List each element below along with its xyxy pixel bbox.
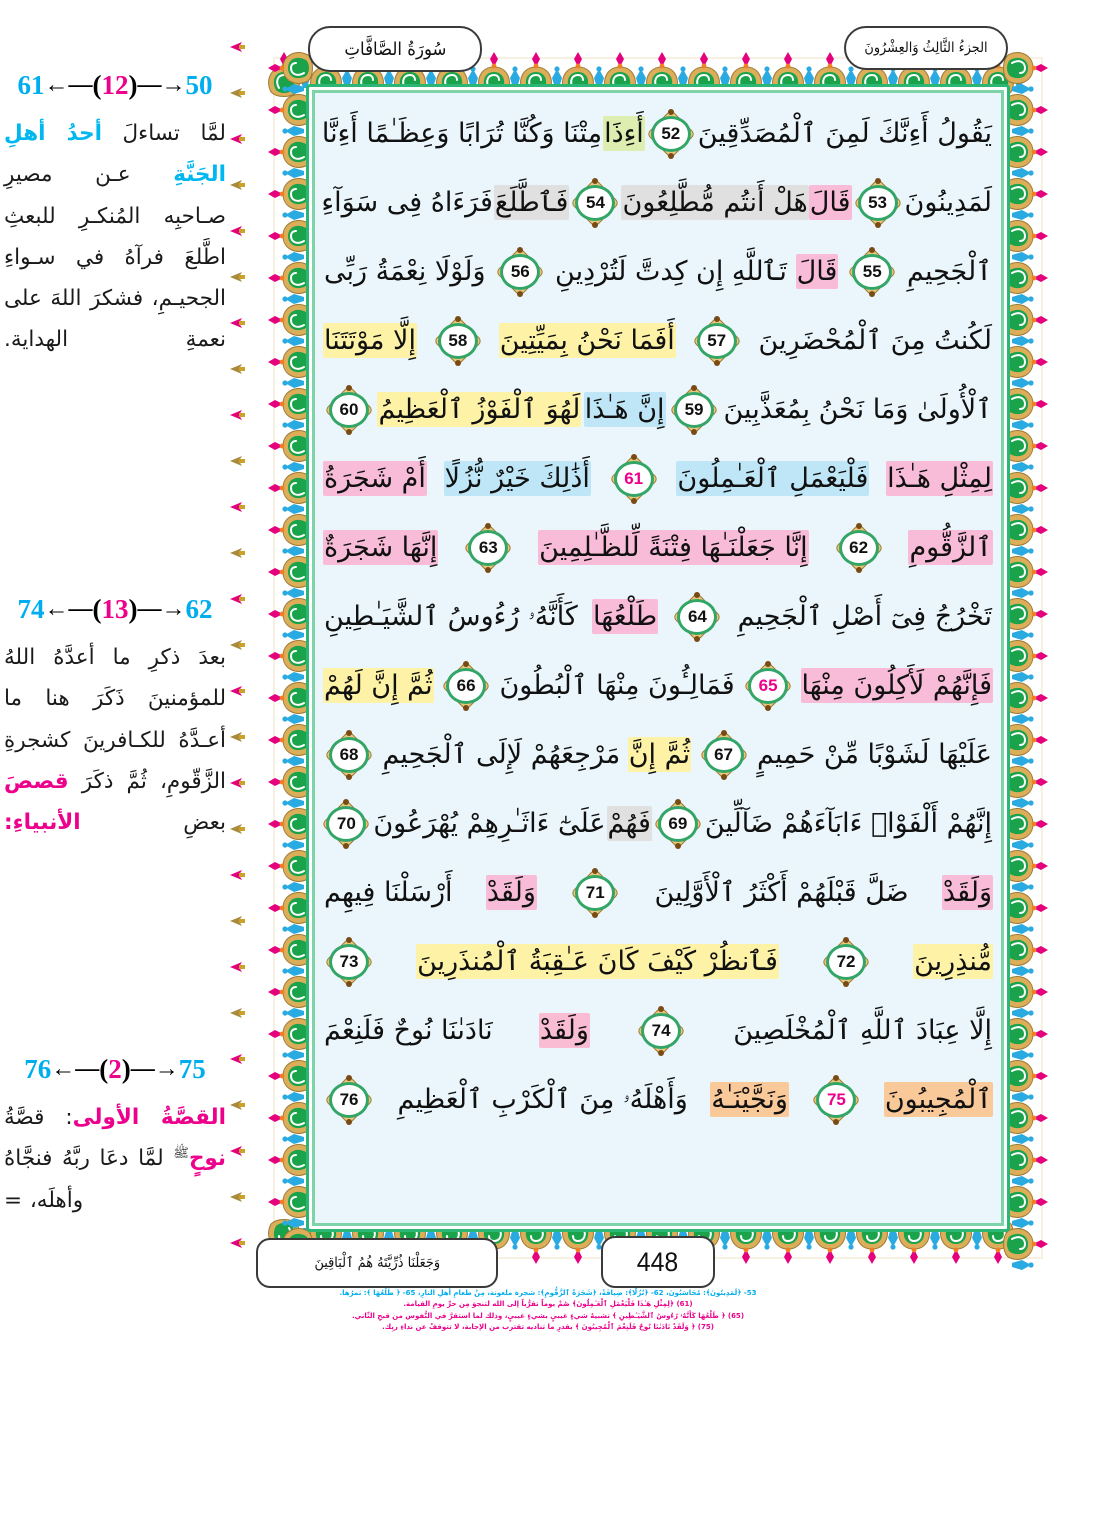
ayah-pip-top-icon	[843, 937, 849, 943]
ayah-pip-top-icon	[346, 385, 352, 391]
ayah-ring-icon	[329, 1082, 369, 1118]
quran-text-segment: نَادَىٰنَا نُوحٌ فَلَنِعْمَ	[324, 1014, 493, 1046]
note-verse-range-3: 76←—(2)—→75	[24, 1054, 206, 1084]
ayah-number: 69	[668, 814, 688, 833]
ayah-ring-icon	[852, 254, 892, 290]
footnote-1: 53- ﴿لَمَدِينُونَ﴾: مُحَاسَبُونَ، 62- ﴿نُزُلًا﴾: ضِيافَةً، ﴿شَجَرَةُ ٱلزَّقُّومِ﴾: شجرة ملعونة، مِنْ طعامِ أهلِ النارِ، 65- ﴿ طَلْعُهَا ﴾: ثمرُها.	[339, 1289, 757, 1297]
ayah-pip-top-icon	[833, 1075, 839, 1081]
ayah-pip-bottom-icon	[346, 774, 352, 780]
quran-text-segment: كَأَنَّهُۥ رُءُوسُ ٱلشَّيَـٰطِينِ	[324, 600, 578, 632]
range-count: 13	[101, 594, 129, 624]
ayah-pip-bottom-icon	[463, 705, 469, 711]
quran-text-segment: لِمِثْلِ هَـٰذَا	[886, 461, 993, 496]
note-segment: عـن مصيرِ صـاحبِه المُنكـرِ للبعثِ اطَّلعَ فرآهُ في سـواءِ الجحيـمِ، فشكرَ اللهَ على نعمةِ الهداية.	[4, 162, 226, 353]
ayah-number: 73	[339, 952, 359, 971]
range-right: 75	[178, 1054, 206, 1084]
quran-text-segment: عَلَىٰٓ ءَاثَـٰرِهِمْ يُهْرَعُونَ	[373, 807, 606, 839]
ayah-marker-59[interactable]	[671, 383, 717, 437]
ayah-number: 71	[585, 883, 605, 902]
quran-text-segment: عَلَيْهَا لَشَوْبًا مِّنْ حَمِيمٍ	[756, 738, 992, 770]
quran-text-segment: وَلَوْلَا نِعْمَةُ رَبِّى	[324, 255, 486, 287]
note-segment: القصَّةُ الأولى	[72, 1105, 226, 1130]
tafsir-sidebar	[0, 0, 242, 1280]
note-segment: لمَّا تساءلَ	[101, 121, 226, 146]
ayah-ring-icon	[329, 944, 369, 980]
ayah-ring-icon	[614, 461, 654, 497]
ayah-ring-icon	[468, 530, 508, 566]
juz-name-cartouche	[844, 26, 1008, 70]
juz-name-text: الجزءُ الثَّالِثُ وَالعِشْرُونَ	[864, 40, 988, 56]
range-right: 50	[185, 70, 213, 100]
ayah-marker-68[interactable]	[326, 728, 372, 782]
ayah-pip-top-icon	[691, 385, 697, 391]
ayah-marker-73[interactable]	[326, 935, 372, 989]
ayah-marker-55[interactable]	[849, 245, 895, 299]
quran-text-segment: ٱلْأُولَىٰ وَمَا نَحْنُ بِمُعَذَّبِينَ	[723, 393, 992, 425]
ayah-pip-top-icon	[668, 109, 674, 115]
surah-name-text: سُورَةُ الصَّافَّاتِ	[344, 38, 446, 60]
quran-text-segment: إِلَّا عِبَادَ ٱللَّهِ ٱلْمُخْلَصِينَ	[733, 1014, 992, 1046]
ayah-ring-icon	[826, 944, 866, 980]
ayah-pip-top-icon	[869, 247, 875, 253]
quran-text-segment: أَمْ شَجَرَةُ	[323, 461, 427, 496]
ayah-pip-bottom-icon	[843, 981, 849, 987]
ayah-pip-top-icon	[517, 247, 523, 253]
quran-line	[323, 99, 993, 168]
ayah-pip-top-icon	[346, 937, 352, 943]
ayah-marker-57[interactable]	[694, 314, 740, 368]
tafsir-note-1	[0, 72, 232, 361]
left-arrow-icon: ←—	[44, 72, 93, 98]
ayah-pip-top-icon	[346, 1075, 352, 1081]
ayah-marker-62[interactable]	[836, 521, 882, 575]
note-verse-range-1: 61←—(12)—→50	[17, 70, 213, 100]
ayah-number: 75	[826, 1090, 846, 1109]
ayah-pip-top-icon	[485, 523, 491, 529]
ayah-number: 65	[758, 676, 778, 695]
quran-text-segment: قَالَ	[809, 185, 852, 220]
ayah-pip-bottom-icon	[485, 567, 491, 573]
ayah-marker-75[interactable]	[813, 1073, 859, 1127]
ayah-ring-icon	[575, 185, 615, 221]
note-segment: بعضِ	[80, 810, 226, 836]
quran-line	[323, 306, 993, 375]
quran-text-segment: لَكُنتُ مِنَ ٱلْمُحْضَرِينَ	[758, 324, 992, 356]
ayah-pip-bottom-icon	[714, 360, 720, 366]
ayah-marker-71[interactable]	[572, 866, 618, 920]
quran-line	[323, 444, 993, 513]
quran-text-segment: فَلْيَعْمَلِ ٱلْعَـٰمِلُونَ	[676, 461, 869, 496]
quran-text-segment: ٱلزَّقُّومِ	[908, 530, 993, 565]
ayah-pip-top-icon	[592, 178, 598, 184]
ayah-number: 70	[336, 814, 356, 833]
quran-line	[323, 237, 993, 306]
ayah-ring-icon	[438, 323, 478, 359]
note-body-1	[4, 113, 226, 361]
ayah-ring-icon	[748, 668, 788, 704]
ayah-marker-70[interactable]	[323, 797, 369, 851]
ayah-pip-top-icon	[346, 730, 352, 736]
ayah-number: 67	[714, 745, 733, 764]
ayah-pip-bottom-icon	[869, 291, 875, 297]
quran-text-segment: هَلْ أَنتُم مُّطَّلِعُونَ	[621, 185, 808, 220]
quran-text-segment: وَلَقَدْ	[486, 875, 537, 910]
range-count: 12	[101, 70, 129, 100]
quran-text-segment: أَفَمَا نَحْنُ بِمَيِّتِينَ	[499, 323, 676, 358]
quran-text-segment: إِنَّ هَـٰذَا	[584, 392, 666, 427]
quran-text-panel	[306, 84, 1010, 1232]
note-segment: الأنبياءِ:	[4, 810, 81, 836]
ayah-number: 56	[510, 262, 530, 281]
ayah-marker-74[interactable]	[638, 1004, 684, 1058]
ayah-ring-icon	[858, 185, 898, 221]
quran-text-segment: ضَلَّ قَبْلَهُمْ أَكْثَرُ ٱلْأَوَّلِينَ	[654, 876, 909, 908]
ayah-marker-54[interactable]	[572, 176, 618, 230]
quran-text-segment: فَمَالِـُٔونَ مِنْهَا ٱلْبُطُونَ	[499, 669, 735, 701]
ayah-marker-52[interactable]	[648, 107, 694, 161]
ayah-number: 68	[339, 745, 359, 764]
ayah-ring-icon	[329, 737, 369, 773]
quran-line	[323, 789, 993, 858]
quran-text-segment: مَرْجِعَهُمْ لَإِلَى ٱلْجَحِيمِ	[382, 738, 621, 770]
ayah-ring-icon	[329, 392, 369, 428]
quran-line	[323, 168, 993, 237]
quran-text-segment: أَءِذَا	[603, 116, 645, 151]
tafsir-note-3	[0, 1056, 232, 1221]
range-count: 2	[108, 1054, 122, 1084]
ayah-marker-60[interactable]	[326, 383, 372, 437]
quran-text-segment: وَلَقَدْ	[539, 1013, 590, 1048]
quran-line	[323, 996, 993, 1065]
ayah-ring-icon	[446, 668, 486, 704]
ayah-marker-65[interactable]	[745, 659, 791, 713]
ayah-pip-bottom-icon	[765, 705, 771, 711]
quran-text-segment: طَلْعُهَا	[592, 599, 658, 634]
ayah-pip-top-icon	[463, 661, 469, 667]
quran-text-segment: تَخْرُجُ فِىٓ أَصْلِ ٱلْجَحِيمِ	[737, 600, 992, 632]
ayah-number: 62	[849, 538, 869, 557]
ayah-pip-bottom-icon	[631, 498, 637, 504]
ayah-pip-bottom-icon	[517, 291, 523, 297]
range-left: 61	[17, 70, 45, 100]
ayah-ring-icon	[674, 392, 714, 428]
quran-text-segment: أَرْسَلْنَا فِيهِم	[324, 876, 453, 908]
quran-text-segment: فَإِنَّهُمْ لَأَكِلُونَ مِنْهَا	[801, 668, 993, 703]
ayah-ring-icon	[641, 1013, 681, 1049]
ayah-ring-icon	[816, 1082, 856, 1118]
ayah-pip-bottom-icon	[691, 429, 697, 435]
quran-line	[323, 651, 993, 720]
ayah-pip-top-icon	[592, 868, 598, 874]
ayah-pip-bottom-icon	[694, 636, 700, 642]
ayah-pip-top-icon	[875, 178, 881, 184]
note-segment: بعدَ ذكرِ ما أعدَّهُ اللهُ للمؤمنينَ ذَكَرَ هنا ما أعـدَّهُ للكـافرينَ كشجرةِ الزَّقّومِ، ثُمَّ ذكَرَ	[4, 645, 226, 794]
ayah-pip-bottom-icon	[346, 429, 352, 435]
quran-text-segment: لَهُوَ ٱلْفَوْزُ ٱلْعَظِيمُ	[377, 392, 581, 427]
ayah-number: 74	[651, 1021, 671, 1040]
ayah-marker-61[interactable]	[611, 452, 657, 506]
quran-text-segment: تَٱللَّهِ إِن كِدتَّ لَتُرْدِينِ	[555, 255, 787, 287]
range-left: 76	[24, 1054, 52, 1084]
surah-name-cartouche	[308, 26, 482, 72]
ayah-marker-69[interactable]	[655, 797, 701, 851]
quran-line	[323, 375, 993, 444]
ayah-marker-67[interactable]	[701, 728, 747, 782]
ayah-marker-56[interactable]	[497, 245, 543, 299]
quran-text-segment: فَٱطَّلَعَ	[494, 185, 570, 220]
ayah-pip-top-icon	[675, 799, 681, 805]
ayah-marker-63[interactable]	[465, 521, 511, 575]
ayah-ring-icon	[839, 530, 879, 566]
ayah-pip-top-icon	[856, 523, 862, 529]
quran-text-segment: إِنَّا جَعَلْنَـٰهَا فِتْنَةً لِّلظَّـٰلِمِينَ	[538, 530, 809, 565]
ayah-ring-icon	[651, 116, 691, 152]
quran-text-segment: إِنَّهَا شَجَرَةٌ	[323, 530, 438, 565]
ayah-ring-icon	[326, 806, 366, 842]
ayah-number: 76	[339, 1090, 359, 1109]
ayah-ring-icon	[575, 875, 615, 911]
quran-text-segment: وَأَهْلَهُۥ مِنَ ٱلْكَرْبِ ٱلْعَظِيمِ	[397, 1083, 688, 1115]
quran-line	[323, 582, 993, 651]
quran-text-segment: وَنَجَّيْنَـٰهُ	[710, 1082, 789, 1117]
ayah-pip-top-icon	[631, 454, 637, 460]
note-body-2	[4, 637, 226, 843]
quran-text-segment: مِتْنَا وَكُنَّا تُرَابًا وَعِظَـٰمًا أَءِنَّا	[321, 117, 603, 149]
catchword-cartouche	[256, 1238, 498, 1288]
quran-text-segment: يَقُولُ أَءِنَّكَ لَمِنَ ٱلْمُصَدِّقِينَ	[697, 117, 992, 149]
quran-text-segment: إِلَّا مَوْتَتَنَا	[323, 323, 417, 358]
range-right: 62	[185, 594, 213, 624]
footnotes-section	[0, 1288, 1096, 1333]
ayah-number: 52	[661, 124, 681, 143]
ayah-number: 72	[836, 952, 856, 971]
footnote-3: (65) ﴿ طَلْعُهَا كَأَنَّهُۥ رُءُوسُ ٱلشَّيَـٰطِينِ ﴾ تشبيهُ شيءٍ غيبيٍ بشيءٍ غيبيٍ، وذلك لما استقرَّ في النُّفوس من قبحِ الثّاني.	[351, 1311, 745, 1320]
quran-text-segment: فَهُمْ	[607, 806, 652, 841]
note-verse-range-2: 74←—(13)—→62	[17, 594, 213, 624]
note-segment: لمَّا دعَا ربَّهُ فنجَّاهُ وأهلَه، =	[4, 1146, 174, 1213]
quran-text-segment: ثُمَّ إِنَّ لَهُمْ	[323, 668, 434, 703]
quran-text-segment: ٱلْجَحِيمِ	[906, 255, 992, 287]
ayah-pip-bottom-icon	[856, 567, 862, 573]
footnote-4: (75) ﴿ وَلَقَدْ نَادَىٰنَا نُوحٌ فَلَنِعْمَ ٱلْمُجِيبُونَ ﴾ بقدرِ ما تناديه تقترب من الإجابة، لا تتوقفْ عن نداءِ ربِك.	[382, 1322, 714, 1331]
quran-text-segment: وَلَقَدْ	[942, 875, 993, 910]
page-number-text: 448	[637, 1246, 679, 1277]
ayah-number: 57	[707, 331, 727, 350]
ayah-pip-top-icon	[714, 316, 720, 322]
ayah-ring-icon	[697, 323, 737, 359]
ayah-marker-66[interactable]	[443, 659, 489, 713]
ayah-pip-bottom-icon	[346, 1119, 352, 1125]
ayah-pip-top-icon	[658, 1006, 664, 1012]
quran-text-segment: فَٱنظُرْ كَيْفَ كَانَ عَـٰقِبَةُ ٱلْمُنذَرِينَ	[416, 944, 779, 979]
ayah-pip-bottom-icon	[346, 981, 352, 987]
left-arrow-icon: ←—	[51, 1056, 100, 1082]
ayah-number: 61	[624, 469, 644, 488]
ayah-pip-bottom-icon	[675, 843, 681, 849]
ayah-pip-bottom-icon	[592, 222, 598, 228]
ayah-pip-bottom-icon	[668, 153, 674, 159]
ayah-pip-top-icon	[694, 592, 700, 598]
ayah-pip-bottom-icon	[592, 912, 598, 918]
ayah-number: 58	[448, 331, 468, 350]
ayah-number: 53	[868, 193, 888, 212]
note-segment: أحدُ أهلِ الجَنَّةِ	[4, 121, 226, 188]
ayah-pip-top-icon	[721, 730, 727, 736]
ayah-number: 60	[339, 400, 359, 419]
quran-line	[323, 720, 993, 789]
ayah-marker-58[interactable]	[435, 314, 481, 368]
quran-line	[323, 927, 993, 996]
ayah-ring-icon	[658, 806, 698, 842]
ayah-pip-bottom-icon	[875, 222, 881, 228]
page-number-cartouche	[601, 1236, 715, 1288]
ayah-marker-64[interactable]	[674, 590, 720, 644]
ayah-number: 66	[456, 676, 476, 695]
ayah-number: 63	[478, 538, 498, 557]
sidebar-ornament-chain	[228, 40, 246, 1280]
catchword-text: وَجَعَلْنَا ذُرِّيَّتَهُ هُمُ ٱلْبَاقِينَ	[314, 1255, 440, 1271]
ayah-pip-top-icon	[765, 661, 771, 667]
footnote-2: (61) ﴿لِمِثْلِ هَـٰذَا فَلْيَعْمَلِ ٱلْعَـٰمِلُونَ﴾ صُمْ يوماً تقرُّباً إلى الله لتنجوَ مِن حرِّ يومِ القيامة.	[403, 1300, 693, 1309]
ayah-pip-bottom-icon	[455, 360, 461, 366]
note-segment: نوحٍ	[188, 1146, 226, 1172]
quran-line	[323, 1065, 993, 1134]
range-left: 74	[17, 594, 45, 624]
ayah-marker-76[interactable]	[326, 1073, 372, 1127]
ornamental-page-frame	[248, 32, 1068, 1284]
quran-text-segment: لَمَدِينُونَ	[904, 186, 992, 218]
ayah-pip-bottom-icon	[721, 774, 727, 780]
ayah-ring-icon	[677, 599, 717, 635]
left-arrow-icon: ←—	[44, 596, 93, 622]
right-arrow-icon: —→	[137, 596, 186, 622]
ayah-number: 55	[862, 262, 882, 281]
note-segment: قصصَ	[4, 768, 69, 794]
quran-line	[323, 513, 993, 582]
note-segment: : قصَّةُ	[4, 1105, 73, 1130]
tafsir-note-2	[0, 596, 232, 843]
note-body-3	[4, 1097, 226, 1221]
ayah-pip-bottom-icon	[658, 1050, 664, 1056]
ayah-number: 59	[684, 400, 704, 419]
note-segment: ﷺ	[173, 1146, 189, 1162]
quran-text-segment: مُّنذِرِينَ	[913, 944, 993, 979]
quran-text-segment: ٱلْمُجِيبُونَ	[884, 1082, 993, 1117]
ayah-marker-72[interactable]	[823, 935, 869, 989]
ayah-number: 54	[585, 193, 605, 212]
right-arrow-icon: —→	[130, 1056, 179, 1082]
quran-text-segment: ثُمَّ إِنَّ	[628, 737, 691, 772]
ayah-pip-bottom-icon	[833, 1119, 839, 1125]
ayah-marker-53[interactable]	[855, 176, 901, 230]
quran-lines-container	[309, 87, 1007, 1229]
ayah-number: 64	[687, 607, 707, 626]
quran-text-segment: فَرَءَاهُ فِى سَوَآءِ	[321, 186, 493, 218]
quran-text-segment: إِنَّهُمْ أَلْفَوْا۟ ءَابَآءَهُمْ ضَآلِّينَ	[704, 807, 992, 839]
ayah-ring-icon	[704, 737, 744, 773]
ayah-ring-icon	[500, 254, 540, 290]
ayah-pip-top-icon	[455, 316, 461, 322]
right-arrow-icon: —→	[137, 72, 186, 98]
quran-line	[323, 858, 993, 927]
quran-text-segment: قَالَ	[796, 254, 839, 289]
ayah-pip-top-icon	[343, 799, 349, 805]
quran-text-segment: أَذَٰلِكَ خَيْرٌ نُّزُلًا	[444, 461, 591, 496]
ayah-pip-bottom-icon	[343, 843, 349, 849]
